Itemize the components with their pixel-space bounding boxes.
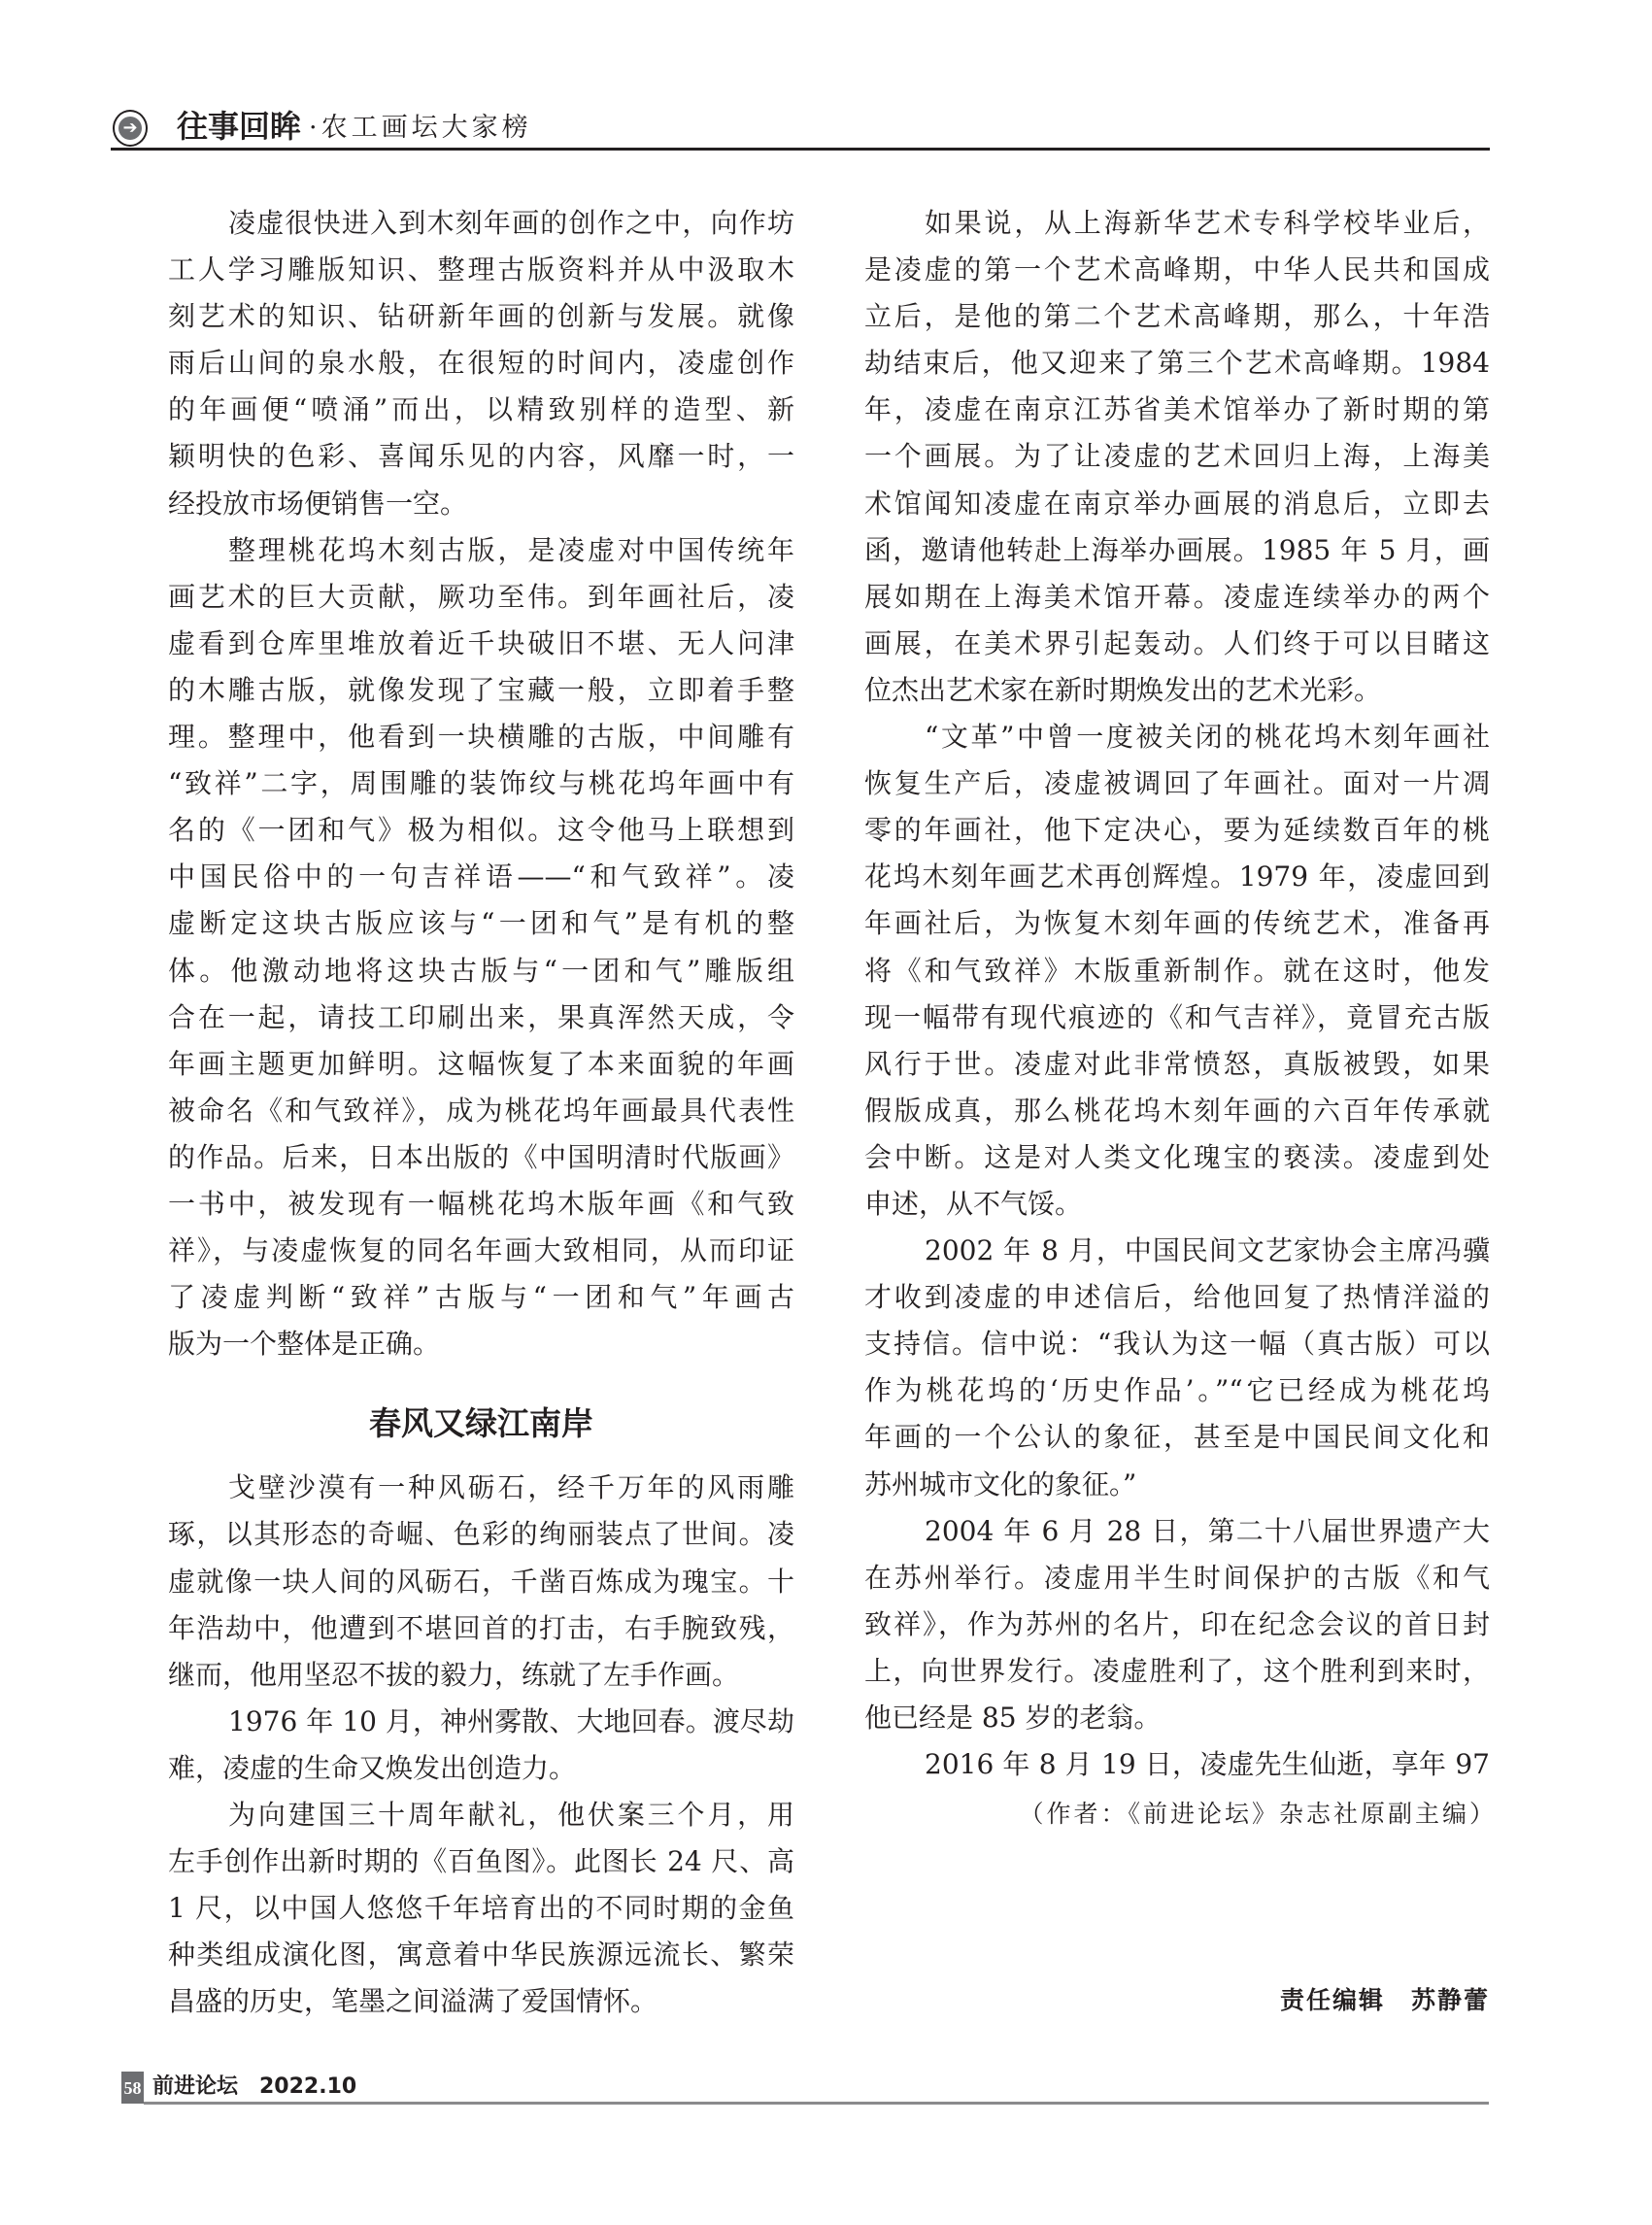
paragraph bbox=[168, 1699, 794, 1792]
text-line: 位杰出艺术家在新时期焕发出的艺术光彩。 bbox=[864, 673, 1382, 706]
text-line: 画艺术的巨大贡献，厥功至伟。到年画社后，凌 bbox=[168, 580, 794, 613]
text-line: 颖明快的色彩、喜闻乐见的内容，风靡一时，一 bbox=[168, 440, 794, 473]
text-line: 零的年画社，他下定决心，要为延续数百年的桃 bbox=[864, 814, 1490, 847]
text-line: 是凌虚的第一个艺术高峰期，中华人民共和国成 bbox=[864, 253, 1490, 287]
text-line: “文革”中曾一度被关闭的桃花坞木刻年画社 bbox=[925, 721, 1490, 754]
text-line: 戈壁沙漠有一种风砺石，经千万年的风雨雕 bbox=[228, 1471, 794, 1504]
text-line: 中国民俗中的一句吉祥语——“和气致祥”。凌 bbox=[168, 860, 794, 893]
text-line: 假版成真，那么桃花坞木刻年画的六百年传承就 bbox=[864, 1094, 1490, 1127]
text-line: 申述，从不气馁。 bbox=[864, 1187, 1083, 1220]
text-line: 工人学习雕版知识、整理古版资料并从中汲取木 bbox=[168, 253, 794, 287]
text-line: 会中断。这是对人类文化瑰宝的亵渎。凌虚到处 bbox=[864, 1140, 1490, 1173]
paragraph bbox=[864, 1508, 1490, 1741]
text-line: 年画的一个公认的象征，甚至是中国民间文化和 bbox=[864, 1421, 1490, 1454]
text-line: 展如期在上海美术馆开幕。凌虚连续举办的两个 bbox=[864, 580, 1490, 613]
text-line: 被命名《和气致祥》，成为桃花坞年画最具代表性 bbox=[168, 1094, 794, 1127]
text-line: 立后，是他的第二个艺术高峰期，那么，十年浩 bbox=[864, 300, 1490, 333]
text-line: 年画主题更加鲜明。这幅恢复了本来面貌的年画 bbox=[168, 1047, 794, 1080]
author-note: （作者：《前进论坛》杂志社原副主编） bbox=[1019, 1800, 1497, 1828]
text-line: 经投放市场便销售一空。 bbox=[168, 487, 468, 520]
text-line: 花坞木刻年画艺术再创辉煌。1979 年，凌虚回到 bbox=[864, 860, 1490, 893]
text-line: 继而，他用坚忍不拔的毅力，练就了左手作画。 bbox=[168, 1658, 740, 1691]
text-line: 2004 年 6 月 28 日，第二十八届世界遗产大 bbox=[925, 1514, 1490, 1547]
paragraph bbox=[168, 527, 794, 1368]
text-line: 左手创作出新时期的《百鱼图》。此图长 24 尺、高 bbox=[168, 1845, 794, 1878]
header-rule bbox=[111, 148, 1490, 151]
text-line: 上，向世界发行。凌虚胜利了，这个胜利到来时， bbox=[864, 1654, 1490, 1687]
arrow-right-circle-icon: ➔ bbox=[113, 110, 148, 147]
text-line: 体。他激动地将这块古版与“一团和气”雕版组 bbox=[168, 954, 794, 987]
text-line: 一个画展。为了让凌虚的艺术回归上海，上海美 bbox=[864, 440, 1490, 473]
text-line: 现一幅带有现代痕迹的《和气吉祥》，竟冒充古版 bbox=[864, 1000, 1490, 1033]
text-line: 恢复生产后，凌虚被调回了年画社。面对一片凋 bbox=[864, 767, 1490, 800]
text-line: 支持信。信中说：“我认为这一幅（真古版）可以 bbox=[864, 1328, 1490, 1361]
text-line: 名的《一团和气》极为相似。这令他马上联想到 bbox=[168, 814, 794, 847]
publication-info: 前进论坛 2022.10 bbox=[152, 2074, 357, 2099]
text-line: 2016 年 8 月 19 日，凌虚先生仙逝，享年 97 bbox=[925, 1748, 1490, 1781]
text-line: 刻艺术的知识、钻研新年画的创新与发展。就像 bbox=[168, 300, 794, 333]
text-line: 如果说，从上海新华艺术专科学校毕业后， bbox=[925, 207, 1490, 239]
text-line: 一书中，被发现有一幅桃花坞木版年画《和气致 bbox=[168, 1187, 794, 1220]
text-line: 版为一个整体是正确。 bbox=[168, 1328, 441, 1361]
text-line: 年画社后，为恢复木刻年画的传统艺术，准备再 bbox=[864, 907, 1490, 940]
text-line: 才收到凌虚的申述信后，给他回复了热情洋溢的 bbox=[864, 1281, 1490, 1314]
text-line: 在苏州举行。凌虚用半生时间保护的古版《和气 bbox=[864, 1561, 1490, 1594]
text-line: 1976 年 10 月，神州雾散、大地回春。渡尽劫 bbox=[228, 1704, 794, 1737]
text-line: 了凌虚判断“致祥”古版与“一团和气”年画古 bbox=[168, 1281, 794, 1314]
paragraph bbox=[168, 1465, 794, 1698]
text-line: “致祥”二字，周围雕的装饰纹与桃花坞年画中有 bbox=[168, 767, 794, 800]
text-line: 将《和气致祥》木版重新制作。就在这时，他发 bbox=[864, 954, 1490, 987]
text-line: 的木雕古版，就像发现了宝藏一般，立即着手整 bbox=[168, 673, 794, 706]
left-column bbox=[168, 200, 794, 2025]
section-title: 往事回眸 bbox=[177, 108, 302, 145]
text-line: 虚就像一块人间的风砺石，千凿百炼成为瑰宝。十 bbox=[168, 1565, 794, 1598]
page-number: 58 bbox=[121, 2072, 144, 2104]
text-line: 术馆闻知凌虚在南京举办画展的消息后，立即去 bbox=[864, 487, 1490, 520]
text-line: 虚断定这块古版应该与“一团和气”是有机的整 bbox=[168, 907, 794, 940]
text-line: 难，凌虚的生命又焕发出创造力。 bbox=[168, 1751, 577, 1784]
text-line: 虚看到仓库里堆放着近千块破旧不堪、无人问津 bbox=[168, 626, 794, 659]
paragraph bbox=[168, 1792, 794, 2025]
text-line: 2002 年 8 月，中国民间文艺家协会主席冯骥 bbox=[925, 1234, 1490, 1267]
text-line: 年浩劫中，他遭到不堪回首的打击，右手腕致残， bbox=[168, 1611, 794, 1644]
text-line: 函，邀请他转赴上海举办画展。1985 年 5 月，画 bbox=[864, 533, 1490, 566]
paragraph bbox=[864, 1741, 1490, 1788]
paragraph bbox=[168, 200, 794, 527]
text-line: 凌虚很快进入到木刻年画的创作之中，向作坊 bbox=[228, 207, 794, 239]
text-line: 为向建国三十周年献礼，他伏案三个月，用 bbox=[228, 1799, 794, 1831]
text-line: 理。整理中，他看到一块横雕的古版，中间雕有 bbox=[168, 721, 794, 754]
text-line: 整理桃花坞木刻古版，是凌虚对中国传统年 bbox=[228, 533, 794, 566]
text-line: 祥》，与凌虚恢复的同名年画大致相同，从而印证 bbox=[168, 1234, 794, 1267]
text-line: 的作品。后来，日本出版的《中国明清时代版画》 bbox=[168, 1140, 794, 1173]
text-line: 他已经是 85 岁的老翁。 bbox=[864, 1702, 1162, 1734]
text-line: 的年画便“喷涌”而出，以精致别样的造型、新 bbox=[168, 393, 794, 426]
text-line: 苏州城市文化的象征。” bbox=[864, 1467, 1137, 1500]
right-column bbox=[864, 200, 1490, 1788]
text-line: 昌盛的历史，笔墨之间溢满了爱国情怀。 bbox=[168, 1985, 658, 2018]
text-line: 作为桃花坞的‘历史作品’。”“它已经成为桃花坞 bbox=[864, 1374, 1490, 1407]
text-line: 雨后山间的泉水般，在很短的时间内，凌虚创作 bbox=[168, 347, 794, 380]
text-line: 劫结束后，他又迎来了第三个艺术高峰期。1984 bbox=[864, 347, 1490, 380]
text-line: 合在一起，请技工印刷出来，果真浑然天成，令 bbox=[168, 1000, 794, 1033]
text-line: 1 尺，以中国人悠悠千年培育出的不同时期的金鱼 bbox=[168, 1892, 794, 1925]
text-line: 致祥》，作为苏州的名片，印在纪念会议的首日封 bbox=[864, 1607, 1490, 1640]
text-line: 种类组成演化图，寓意着中华民族源远流长、繁荣 bbox=[168, 1938, 794, 1972]
text-line: 风行于世。凌虚对此非常愤怒，真版被毁，如果 bbox=[864, 1047, 1490, 1080]
section-heading: 春风又绿江南岸 bbox=[369, 1404, 593, 1443]
text-line: 年，凌虚在南京江苏省美术馆举办了新时期的第 bbox=[864, 393, 1490, 426]
text-line: 画展，在美术界引起轰动。人们终于可以目睹这 bbox=[864, 626, 1490, 659]
responsible-editor: 责任编辑 苏静蕾 bbox=[1279, 1986, 1490, 2014]
paragraph bbox=[864, 1228, 1490, 1508]
paragraph bbox=[864, 200, 1490, 714]
section-subtitle: ·农工画坛大家榜 bbox=[309, 113, 532, 143]
paragraph bbox=[864, 714, 1490, 1228]
footer-rule bbox=[144, 2102, 1489, 2105]
text-line: 琢，以其形态的奇崛、色彩的绚丽装点了世间。凌 bbox=[168, 1518, 794, 1551]
